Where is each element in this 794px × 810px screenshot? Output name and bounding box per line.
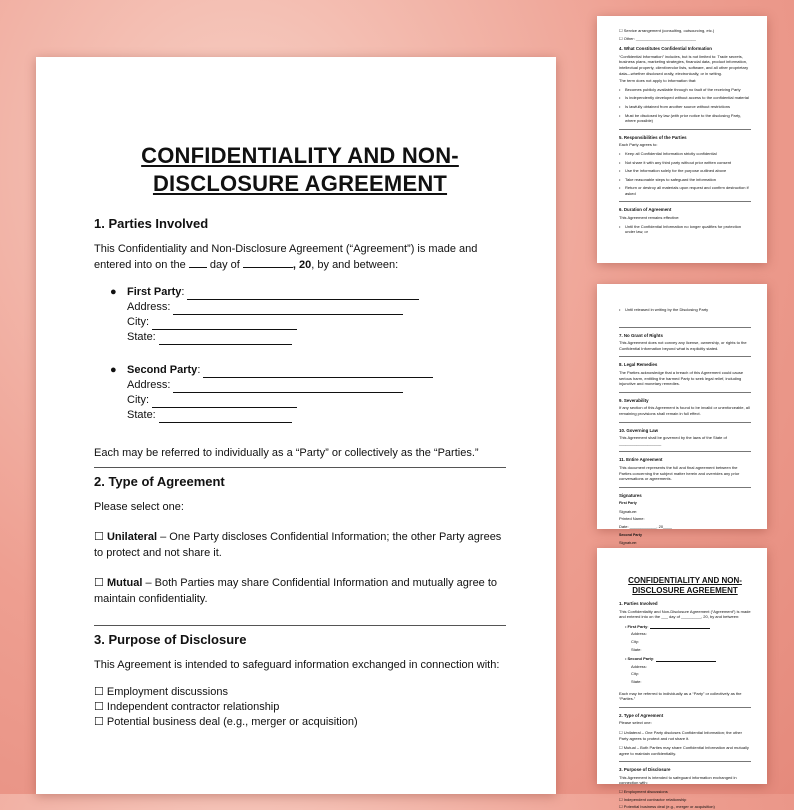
thumbnail-page-2[interactable]	[597, 16, 767, 263]
thumb-heading: 4. What Constitutes Confidential Information	[619, 46, 712, 52]
purpose-option-label: Potential business deal (e.g., merger or acquisition)	[106, 716, 358, 728]
thumb-divider	[619, 201, 751, 202]
thumb-signature-party: Second Party	[619, 532, 642, 537]
thumb-paragraph: Please select one:	[619, 720, 652, 726]
thumb-list	[619, 151, 751, 197]
thumb-list-item: • Return or destroy all materials upon request and confirm destruction if asked	[619, 185, 751, 196]
thumb-field: State:	[631, 646, 642, 652]
thumb-check-line: ☐ Other: ___________________________	[619, 35, 696, 41]
checkbox-icon[interactable]: ☐	[94, 716, 107, 728]
checkbox-icon[interactable]: ☐	[94, 531, 104, 543]
second-party-city-field[interactable]	[152, 397, 297, 408]
section-heading-parties: 1. Parties Involved	[94, 216, 209, 231]
option-mutual[interactable]: ☐ Mutual – Both Parties may share Confidential Information and mutually agree to maintain confidentiality.	[94, 577, 498, 605]
thumb-list-item: • Is independently developed without access to the confidential material	[619, 95, 751, 101]
thumb-list-item: • Must be disclosed by law (with prior notice to the disclosing Party, where possible)	[619, 113, 751, 124]
thumb-heading: 11. Entire Agreement	[619, 457, 663, 463]
main-document-page	[36, 57, 556, 794]
first-party-name-field[interactable]	[187, 289, 419, 300]
thumb-divider	[619, 761, 751, 762]
parties-outro: Each may be referred to individually as a “Party” or collectively as the “Parties.”	[94, 447, 479, 459]
option-unilateral[interactable]: ☐ Unilateral – One Party discloses Confidential Information; the other Party agrees to protect and not share it.	[94, 531, 502, 559]
thumb-fields	[619, 631, 751, 652]
thumb-heading: 8. Legal Remedies	[619, 362, 658, 368]
second-party-block: ● Second Party : Address: City: State:	[94, 363, 506, 423]
thumb-heading: Signatures	[619, 492, 642, 498]
thumb-heading: 5. Responsibilities of the Parties	[619, 134, 687, 140]
month-blank[interactable]	[243, 258, 293, 268]
thumb-field: City:	[631, 671, 639, 677]
thumb-second-party: • Second Party:	[619, 656, 751, 662]
thumb-paragraph: This Agreement shall be governed by the laws of the State of ___________________	[619, 435, 727, 446]
thumb-signature-field: Date: ____________, 20____	[619, 524, 672, 530]
purpose-intro: This Agreement is intended to safeguard information exchanged in connection with:	[94, 659, 500, 671]
thumb-list-item: • Use the information solely for the purpose outlined above	[619, 168, 751, 174]
thumb-list-item: • Take reasonable steps to safeguard the information	[619, 177, 751, 183]
thumb-list-item: • Is lawfully obtained from another source without restrictions	[619, 104, 751, 110]
thumb-heading: 7. No Grant of Rights	[619, 332, 663, 338]
day-blank[interactable]	[189, 258, 207, 268]
thumb-list	[619, 87, 751, 124]
purpose-list	[94, 685, 506, 730]
checkbox-icon[interactable]: ☐	[94, 701, 107, 713]
thumb-fields	[619, 664, 751, 685]
purpose-option[interactable]	[94, 685, 506, 700]
second-party-address-field[interactable]	[173, 382, 403, 393]
thumb-paragraph: This Agreement is intended to safeguard information exchanged in connection with:	[619, 774, 737, 786]
thumb-checklist	[619, 28, 751, 41]
thumb-list-item: • Not share it with any third party without prior written consent	[619, 160, 751, 166]
thumb-paragraph: This Agreement remains effective:	[619, 215, 680, 221]
first-party-state-field[interactable]	[159, 334, 292, 345]
thumbnail-page-1[interactable]	[597, 548, 767, 810]
parties-intro: This Confidentiality and Non-Disclosure Agreement (“Agreement”) is made and entered into on the day of , 20, by and between:	[94, 243, 478, 271]
thumb-list-item: • Becomes publicly available through no fault of the receiving Party	[619, 87, 751, 93]
thumb-paragraph: Each Party agrees to:	[619, 142, 658, 148]
thumb-option: ☐ Unilateral – One Party discloses Confidential Information; the other Party agrees to protect and not share it.	[619, 729, 742, 741]
thumb-first-party: • First Party:	[619, 624, 751, 630]
first-party-label: First Party	[127, 286, 182, 298]
thumb-divider	[619, 129, 751, 130]
thumb-heading: 3. Purpose of Disclosure	[619, 767, 671, 773]
thumb-heading: 1. Parties Involved	[619, 601, 658, 606]
thumb-divider	[619, 356, 751, 357]
purpose-option-label: Independent contractor relationship	[106, 701, 280, 713]
thumb-paragraph: Each may be referred to individually as a “Party” or collectively as the “Parties.”	[619, 690, 742, 702]
thumb-list-item: • Keep all Confidential Information strictly confidential	[619, 151, 751, 157]
thumb-signature-field: Printed Name:	[619, 516, 645, 522]
thumb-field: Address:	[631, 663, 647, 669]
purpose-option[interactable]	[94, 715, 506, 730]
bullet-icon: ●	[110, 286, 117, 298]
title-line-1: CONFIDENTIALITY AND NON-	[141, 143, 459, 168]
thumb-paragraph: The term does not apply to information that:	[619, 78, 697, 84]
thumb-list-item: • Until the Confidential Information no longer qualifies for protection under law, or	[619, 224, 751, 235]
thumb-list-item: ☐ Employment discussions	[619, 789, 668, 795]
section-divider	[94, 625, 506, 626]
thumb-divider	[619, 422, 751, 423]
type-prompt: Please select one:	[94, 501, 184, 513]
bullet-icon: ●	[110, 364, 117, 376]
checkbox-icon[interactable]: ☐	[94, 577, 104, 589]
thumb-heading: 9. Severability	[619, 397, 649, 403]
thumb-paragraph: If any section of this Agreement is found to be invalid or unenforceable, all remaining provisions shall remain in full effect.	[619, 405, 750, 416]
purpose-option-label: Employment discussions	[106, 686, 228, 698]
first-party-address-field[interactable]	[173, 304, 403, 315]
thumb-divider	[619, 487, 751, 488]
thumb-paragraph: The Parties acknowledge that a breach of this Agreement could cause serious harm, entitling the harmed Party to seek legal relief, including injunctive and monetary remedies.	[619, 369, 744, 387]
thumb-divider	[619, 451, 751, 452]
purpose-option[interactable]	[94, 700, 506, 715]
thumb-signature-field: Signature:	[619, 508, 638, 514]
thumb-list	[619, 307, 751, 313]
thumb-list	[619, 224, 751, 235]
thumb-heading: 2. Type of Agreement	[619, 712, 664, 718]
thumbnail-page-3[interactable]	[597, 284, 767, 546]
second-party-state-field[interactable]	[159, 412, 292, 423]
section-divider	[94, 467, 506, 468]
title-line-2: DISCLOSURE AGREEMENT	[152, 171, 448, 196]
thumb-heading: 10. Governing Law	[619, 427, 659, 433]
thumb-signature-party: First Party	[619, 501, 637, 506]
thumb-divider	[619, 327, 751, 328]
first-party-city-field[interactable]	[152, 319, 297, 330]
thumb-signature-fields	[619, 509, 751, 530]
checkbox-icon[interactable]: ☐	[94, 686, 107, 698]
thumb-field: City:	[631, 638, 639, 644]
thumb-signature-field: Signature:	[619, 540, 638, 546]
second-party-name-field[interactable]	[203, 367, 433, 378]
section-heading-purpose: 3. Purpose of Disclosure	[94, 632, 247, 647]
thumb-paragraph: This Agreement does not convey any license, ownership, or rights to the Confidential Information beyond what is explicitly stated.	[619, 340, 747, 351]
thumb-field: State:	[631, 678, 642, 684]
thumb-paragraph: “Confidential Information” includes, but is not limited to: Trade secrets, business plans, marketing strategies, financial data, product information, intellectual property, client/vendor lists, software, and all other proprietary data—whether disclosed orally, electronically, or in writing.	[619, 53, 749, 76]
thumb-paragraph: This document represents the full and final agreement between the Parties concerning the subject matter herein and overrides any prior conversations or agreements.	[619, 464, 740, 482]
thumb-list-item: ☐ Potential business deal (e.g., merger or acquisition)	[619, 804, 715, 810]
thumb-check-line: ☐ Service arrangement (consulting, outsourcing, etc.)	[619, 28, 715, 33]
thumb-list-item: • Until released in writing by the Disclosing Party	[619, 307, 751, 313]
thumb-divider	[619, 392, 751, 393]
thumb-heading: 6. Duration of Agreement	[619, 207, 672, 213]
thumb-title: CONFIDENTIALITY AND NON- DISCLOSURE AGREEMENT	[628, 576, 742, 595]
thumb-list	[619, 789, 751, 810]
section-heading-type: 2. Type of Agreement	[94, 474, 225, 489]
thumb-field: Address:	[631, 631, 647, 637]
thumb-list-item: ☐ Independent contractor relationship	[619, 796, 687, 802]
first-party-block: ● First Party : Address: City: State:	[94, 285, 506, 345]
thumb-divider	[619, 707, 751, 708]
second-party-label: Second Party	[127, 364, 198, 376]
thumb-option: ☐ Mutual – Both Parties may share Confidential Information and mutually agree to maintain confidentiality.	[619, 745, 749, 756]
thumb-paragraph: This Confidentiality and Non-Disclosure Agreement (“Agreement”) is made and entered into on the ___ day of _________, 20, by and between:	[619, 608, 751, 620]
document-title	[94, 142, 506, 198]
